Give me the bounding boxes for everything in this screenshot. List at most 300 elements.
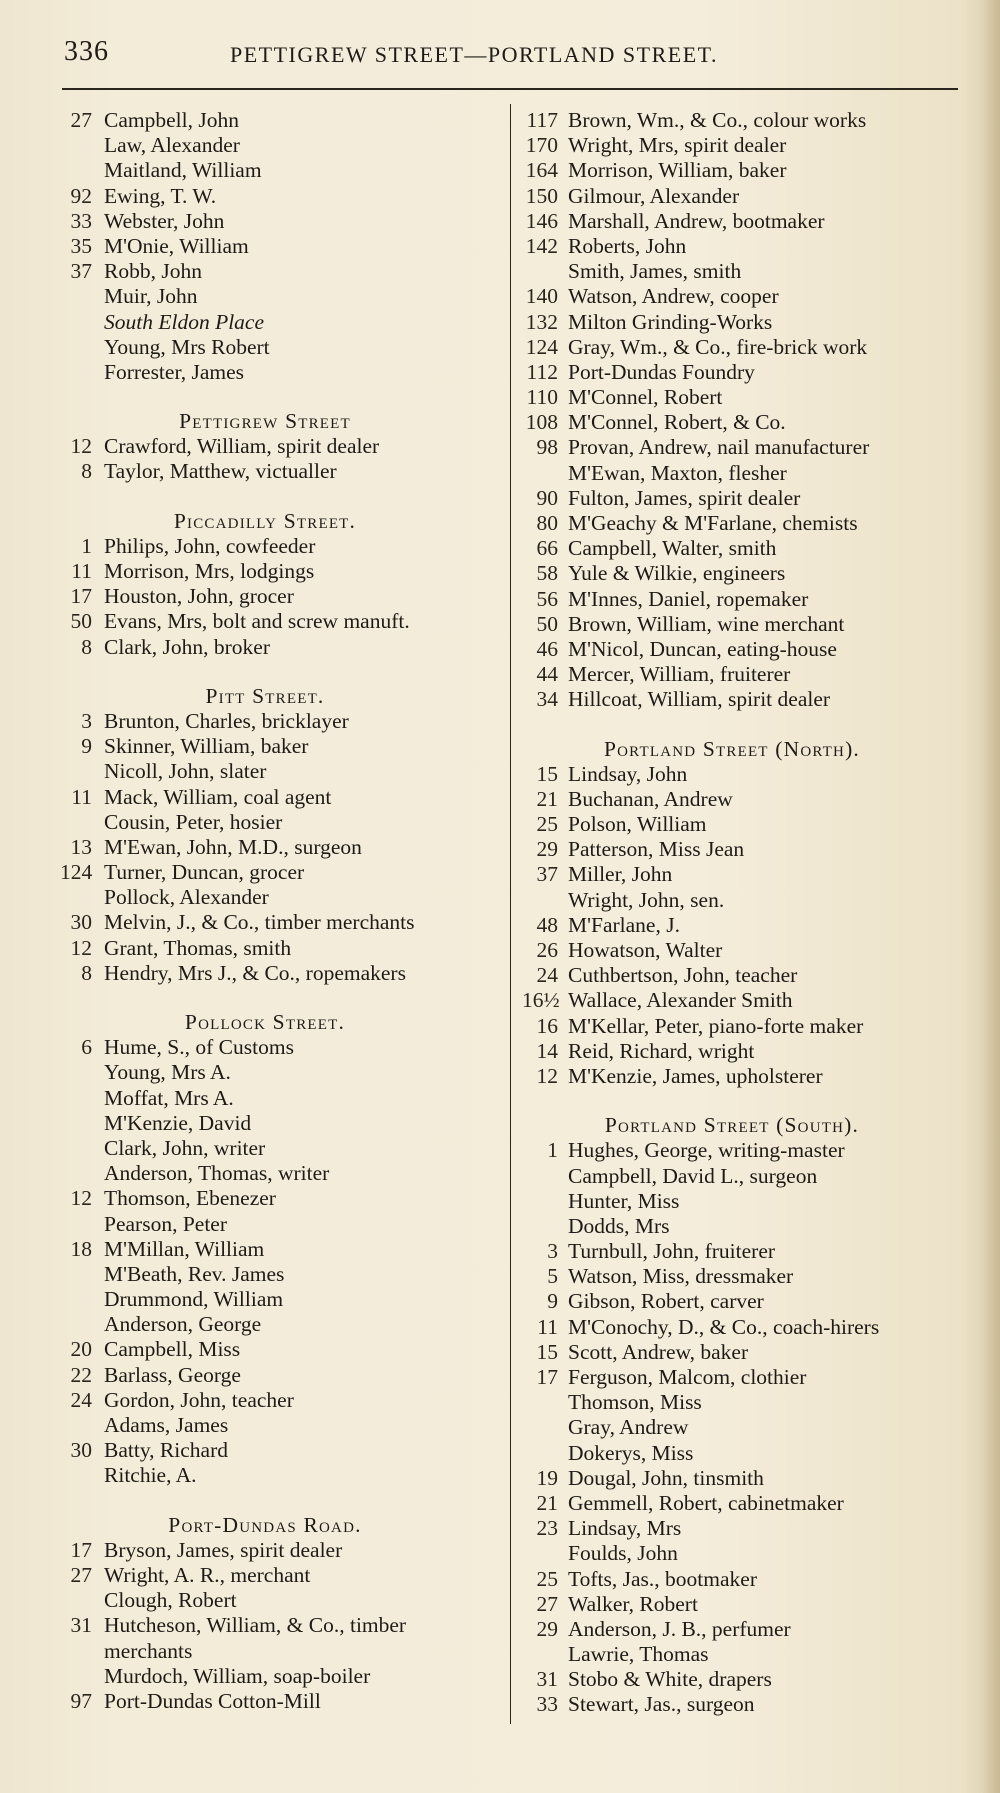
resident-name: Milton Grinding-Works [568, 309, 773, 334]
directory-entry [60, 234, 502, 259]
directory-entry [522, 1491, 972, 1516]
directory-entry [60, 785, 502, 810]
running-title: PETTIGREW STREET—PORTLAND STREET. [230, 42, 718, 67]
resident-name: M'Farlane, J. [568, 912, 680, 937]
resident-name: Law, Alexander [104, 133, 240, 158]
resident-name: M'Kenzie, David [104, 1110, 252, 1135]
directory-entry [60, 1060, 502, 1085]
directory-entry [522, 184, 972, 209]
directory-entry [60, 1237, 502, 1262]
resident-name: Brunton, Charles, bricklayer [104, 708, 349, 733]
resident-name: M'Geachy & M'Farlane, chemists [568, 511, 858, 535]
directory-entry [522, 1340, 972, 1365]
resident-name: M'Connel, Robert [568, 385, 723, 410]
house-number: 46 [536, 636, 558, 661]
directory-entry [522, 310, 972, 335]
house-number: 140 [525, 284, 558, 309]
directory-entry [60, 1136, 502, 1161]
directory-entry [60, 1161, 502, 1186]
street-heading: Piccadilly Street. [173, 508, 357, 533]
street-heading: Pitt Street. [205, 683, 325, 708]
directory-entry [60, 1035, 502, 1060]
directory-entry [60, 910, 502, 935]
directory-entry [60, 284, 502, 309]
resident-name: Muir, John [104, 284, 198, 309]
resident-name: Anderson, Thomas, writer [104, 1161, 330, 1186]
resident-name: Hillcoat, William, spirit dealer [568, 687, 831, 712]
directory-entry [522, 360, 972, 385]
resident-name: Young, Mrs A. [104, 1060, 231, 1085]
resident-name: Moffat, Mrs A. [104, 1085, 234, 1110]
directory-entry [60, 734, 502, 759]
house-number: 31 [536, 1667, 558, 1692]
resident-name: Smith, James, smith [568, 259, 742, 284]
resident-name: M'Kenzie, James, upholsterer [568, 1063, 823, 1088]
resident-name: M'Ewan, Maxton, flesher [568, 460, 787, 485]
resident-name: Webster, John [104, 208, 225, 233]
directory-entry [522, 410, 972, 435]
house-number: 31 [70, 1613, 92, 1638]
house-number: 8 [81, 459, 92, 484]
resident-name: Young, Mrs Robert [104, 334, 270, 359]
directory-entry [522, 862, 972, 887]
resident-name: Scott, Andrew, baker [568, 1339, 749, 1364]
house-number: 14 [536, 1038, 558, 1063]
house-number: 9 [547, 1289, 558, 1314]
directory-entry [60, 434, 502, 459]
resident-name: Wright, John, sen. [568, 887, 725, 912]
house-number: 27 [536, 1591, 558, 1616]
house-number: 12 [70, 935, 92, 960]
resident-name: Murdoch, William, soap-boiler [104, 1663, 371, 1688]
directory-entry [522, 335, 972, 360]
resident-name: Fulton, James, spirit dealer [568, 485, 801, 510]
directory-entry [522, 1164, 972, 1189]
resident-name: Port-Dundas Cotton-Mill [104, 1688, 321, 1713]
house-number: 56 [536, 586, 558, 611]
directory-entry [522, 812, 972, 837]
resident-name: Watson, Miss, dressmaker [568, 1264, 794, 1289]
house-number: 1 [547, 1138, 558, 1163]
house-number: 8 [81, 634, 92, 659]
directory-entry [522, 837, 972, 862]
directory-entry [60, 1664, 502, 1689]
directory-entry [60, 810, 502, 835]
directory-entry [60, 259, 502, 284]
directory-entry [522, 662, 972, 687]
house-number: 30 [70, 1438, 92, 1463]
directory-entry [522, 1214, 972, 1239]
directory-entry [522, 209, 972, 234]
resident-name: Gemmell, Robert, cabinetmaker [568, 1490, 844, 1515]
resident-name: M'Conochy, D., & Co., coach-hirers [568, 1314, 880, 1339]
directory-entry [522, 1642, 972, 1667]
directory-entry [60, 1463, 502, 1488]
directory-entry [522, 1567, 972, 1592]
house-number: 37 [536, 862, 558, 887]
resident-name: Philips, John, cowfeeder [104, 533, 316, 558]
directory-entry [522, 1189, 972, 1214]
directory-entry [522, 108, 972, 133]
directory-entry [60, 133, 502, 158]
house-number: 33 [70, 208, 92, 233]
directory-entry [522, 1039, 972, 1064]
directory-entry [60, 1613, 502, 1638]
directory-entry [60, 1563, 502, 1588]
directory-entry [522, 787, 972, 812]
sub-place-name: South Eldon Place [104, 309, 265, 334]
directory-entry [60, 609, 502, 634]
directory-entry [60, 936, 502, 961]
directory-entry [60, 860, 502, 885]
directory-entry [60, 835, 502, 860]
directory-entry [522, 234, 972, 259]
resident-name: Drummond, William [104, 1287, 284, 1312]
directory-entry [60, 1086, 502, 1111]
house-number: 33 [536, 1692, 558, 1717]
house-number: 142 [525, 233, 558, 258]
resident-name: Gray, Andrew [568, 1415, 689, 1440]
directory-entry [60, 1639, 502, 1664]
directory-entry [60, 1689, 502, 1714]
directory-entry [60, 759, 502, 784]
resident-name: M'Millan, William [104, 1236, 265, 1261]
directory-entry [522, 1592, 972, 1617]
resident-name: Wright, A. R., merchant [104, 1562, 311, 1587]
house-number: 24 [70, 1387, 92, 1412]
right-column [522, 108, 972, 1718]
resident-name: merchants [104, 1638, 193, 1663]
house-number: 21 [536, 1490, 558, 1515]
house-number: 34 [536, 687, 558, 712]
resident-name: Ritchie, A. [104, 1463, 197, 1488]
house-number: 12 [536, 1063, 558, 1088]
resident-name: Hunter, Miss [568, 1188, 680, 1213]
directory-entry [522, 963, 972, 988]
directory-entry [522, 1617, 972, 1642]
directory-entry [60, 1212, 502, 1237]
directory-entry [522, 561, 972, 586]
house-number: 24 [536, 963, 558, 988]
resident-name: Hume, S., of Customs [104, 1035, 294, 1060]
directory-entry [60, 1538, 502, 1563]
resident-name: Wright, Mrs, spirit dealer [568, 133, 787, 158]
house-number: 50 [536, 611, 558, 636]
resident-name: Anderson, George [104, 1312, 262, 1337]
house-number: 15 [536, 1339, 558, 1364]
resident-name: Roberts, John [568, 233, 687, 258]
resident-name: Gordon, John, teacher [104, 1387, 294, 1412]
house-number: 17 [70, 584, 92, 609]
resident-name: M'Onie, William [104, 233, 249, 258]
house-number: 37 [70, 259, 92, 284]
directory-entry [60, 1262, 502, 1287]
resident-name: Gilmour, Alexander [568, 183, 740, 208]
directory-entry [60, 534, 502, 559]
directory-entry [522, 435, 972, 460]
house-number: 25 [536, 1566, 558, 1591]
house-number: 27 [70, 108, 92, 132]
resident-name: Brown, Wm., & Co., colour works [568, 108, 867, 132]
house-number: 150 [525, 183, 558, 208]
resident-name: M'Beath, Rev. James [104, 1261, 285, 1286]
resident-name: Taylor, Matthew, victualler [104, 459, 337, 484]
house-number: 25 [536, 812, 558, 837]
resident-name: Thomson, Ebenezer [104, 1186, 276, 1211]
resident-name: Miller, John [568, 862, 673, 887]
directory-entry [522, 511, 972, 536]
street-heading: Portland Street (North). [603, 736, 861, 761]
house-number: 21 [536, 786, 558, 811]
house-number: 6 [81, 1035, 92, 1060]
resident-name: Polson, William [568, 812, 707, 837]
directory-entry [60, 1413, 502, 1438]
directory-entry [60, 559, 502, 584]
house-number: 9 [81, 734, 92, 759]
resident-name: Thomson, Miss [568, 1390, 702, 1415]
resident-name: Hendry, Mrs J., & Co., ropemakers [104, 960, 406, 985]
street-heading: Port-Dundas Road. [168, 1512, 362, 1537]
house-number: 22 [70, 1362, 92, 1387]
directory-entry [60, 360, 502, 385]
resident-name: Port-Dundas Foundry [568, 359, 755, 384]
left-column [60, 108, 502, 1714]
house-number: 5 [547, 1264, 558, 1289]
resident-name: Wallace, Alexander Smith [568, 988, 793, 1013]
directory-entry [522, 133, 972, 158]
resident-name: Cuthbertson, John, teacher [568, 963, 798, 988]
resident-name: Skinner, William, baker [104, 734, 309, 759]
directory-entry [522, 913, 972, 938]
resident-name: Gray, Wm., & Co., fire-brick work [568, 334, 868, 359]
resident-name: Maitland, William [104, 158, 262, 183]
resident-name: Yule & Wilkie, engineers [568, 561, 786, 586]
house-number: 17 [70, 1537, 92, 1562]
resident-name: Campbell, John [104, 108, 239, 132]
street-heading: Pollock Street. [184, 1010, 346, 1034]
resident-name: Ferguson, Malcom, clothier [568, 1365, 807, 1389]
directory-entry [522, 687, 972, 712]
directory-entry [522, 385, 972, 410]
resident-name: Lawrie, Thomas [568, 1642, 709, 1667]
resident-name: Mercer, William, fruiterer [568, 662, 791, 687]
house-number: 12 [70, 434, 92, 459]
house-number: 15 [536, 761, 558, 786]
column-divider [510, 104, 511, 1724]
resident-name: Lindsay, Mrs [568, 1516, 682, 1541]
resident-name: Gibson, Robert, carver [568, 1289, 764, 1314]
directory-entry [522, 1415, 972, 1440]
house-number: 66 [536, 536, 558, 561]
directory-entry [522, 1692, 972, 1717]
directory-entry [522, 1466, 972, 1491]
house-number: 90 [536, 485, 558, 510]
resident-name: Tofts, Jas., bootmaker [568, 1566, 757, 1591]
resident-name: Patterson, Miss Jean [568, 837, 745, 862]
directory-entry [522, 259, 972, 284]
resident-name: Houston, John, grocer [104, 584, 294, 609]
resident-name: Dodds, Mrs [568, 1213, 670, 1238]
directory-entry [522, 1138, 972, 1163]
resident-name: Watson, Andrew, cooper [568, 284, 779, 309]
resident-name: Campbell, Walter, smith [568, 536, 777, 561]
resident-name: Hutcheson, William, & Co., timber [104, 1613, 407, 1638]
resident-name: Anderson, J. B., perfumer [568, 1616, 791, 1641]
directory-entry [60, 1588, 502, 1613]
resident-name: Foulds, John [568, 1541, 678, 1566]
directory-entry [60, 635, 502, 660]
directory-entry [60, 1186, 502, 1211]
resident-name: Barlass, George [104, 1362, 241, 1387]
resident-name: Morrison, Mrs, lodgings [104, 559, 315, 583]
house-number: 124 [525, 334, 558, 359]
directory-entry [60, 1438, 502, 1463]
resident-name: Crawford, William, spirit dealer [104, 434, 380, 459]
directory-entry [522, 587, 972, 612]
house-number: 29 [536, 1616, 558, 1641]
sub-place-line [60, 310, 502, 335]
house-number: 27 [70, 1562, 92, 1587]
directory-entry [60, 1287, 502, 1312]
house-number: 35 [70, 233, 92, 258]
directory-entry [522, 888, 972, 913]
directory-entry [522, 988, 972, 1013]
directory-entry [522, 1516, 972, 1541]
house-number: 19 [536, 1465, 558, 1490]
resident-name: M'Nicol, Duncan, eating-house [568, 636, 837, 661]
resident-name: Dougal, John, tinsmith [568, 1465, 764, 1490]
resident-name: M'Ewan, John, M.D., surgeon [104, 834, 362, 859]
resident-name: Bryson, James, spirit dealer [104, 1537, 343, 1562]
house-number: 8 [81, 960, 92, 985]
resident-name: Howatson, Walter [568, 938, 723, 962]
house-number: 110 [526, 385, 558, 410]
resident-name: M'Connel, Robert, & Co. [568, 410, 786, 435]
page-number: 336 [64, 36, 109, 67]
resident-name: Forrester, James [104, 359, 245, 384]
house-number: 18 [70, 1236, 92, 1261]
house-number: 13 [70, 834, 92, 859]
directory-entry [522, 637, 972, 662]
resident-name: Melvin, J., & Co., timber merchants [104, 910, 415, 935]
directory-entry [522, 1365, 972, 1390]
directory-entry [522, 461, 972, 486]
directory-entry [522, 1390, 972, 1415]
house-number: 132 [525, 309, 558, 334]
directory-entry [522, 536, 972, 561]
resident-name: Adams, James [104, 1413, 229, 1437]
resident-name: Ewing, T. W. [104, 183, 217, 208]
house-number: 23 [536, 1516, 558, 1541]
directory-entry [60, 961, 502, 986]
resident-name: Hughes, George, writing-master [568, 1138, 845, 1163]
directory-entry [522, 1315, 972, 1340]
house-number: 48 [536, 912, 558, 937]
resident-name: Pearson, Peter [104, 1211, 227, 1236]
resident-name: Provan, Andrew, nail manufacturer [568, 435, 870, 460]
directory-entry [60, 459, 502, 484]
resident-name: Clough, Robert [104, 1588, 237, 1613]
directory-entry [522, 1441, 972, 1466]
house-number: 97 [70, 1688, 92, 1713]
house-number: 30 [70, 910, 92, 935]
resident-name: Clark, John, writer [104, 1135, 266, 1160]
resident-name: Turnbull, John, fruiterer [568, 1239, 776, 1264]
header-rule [62, 88, 958, 90]
directory-entry [60, 1337, 502, 1362]
resident-name: Turner, Duncan, grocer [104, 860, 305, 885]
house-number: 58 [536, 561, 558, 586]
resident-name: Nicoll, John, slater [104, 759, 267, 784]
street-heading: Portland Street (South). [604, 1113, 860, 1138]
resident-name: Cousin, Peter, hosier [104, 809, 283, 834]
directory-entry [60, 1111, 502, 1136]
house-number: 112 [526, 359, 558, 384]
directory-entry [60, 1312, 502, 1337]
directory-entry [60, 1388, 502, 1413]
directory-entry [522, 1289, 972, 1314]
resident-name: Evans, Mrs, bolt and screw manuft. [104, 609, 410, 634]
directory-entry [60, 158, 502, 183]
house-number: 50 [70, 609, 92, 634]
house-number: 12 [70, 1186, 92, 1211]
directory-entry [60, 1363, 502, 1388]
resident-name: Brown, William, wine merchant [568, 611, 845, 636]
directory-entry [60, 184, 502, 209]
resident-name: Reid, Richard, wright [568, 1038, 755, 1063]
page-edge-shadow [982, 0, 1000, 1793]
directory-entry [522, 1264, 972, 1289]
house-number: 124 [60, 860, 93, 885]
directory-entry [60, 108, 502, 133]
resident-name: Dokerys, Miss [568, 1440, 694, 1465]
resident-name: Morrison, William, baker [568, 158, 787, 183]
house-number: 3 [547, 1239, 558, 1264]
directory-entry [522, 1541, 972, 1566]
directory-entry [522, 284, 972, 309]
house-number: 26 [536, 938, 558, 962]
house-number: 92 [70, 183, 92, 208]
resident-name: Buchanan, Andrew [568, 786, 733, 811]
resident-name: Marshall, Andrew, bootmaker [568, 208, 825, 233]
house-number: 11 [71, 559, 92, 583]
house-number: 16½ [522, 988, 560, 1013]
house-number: 11 [537, 1314, 558, 1339]
resident-name: Stobo & White, drapers [568, 1667, 772, 1692]
directory-entry [522, 938, 972, 963]
resident-name: Stewart, Jas., surgeon [568, 1692, 755, 1717]
directory-entry [522, 1014, 972, 1039]
house-number: 117 [526, 108, 558, 132]
resident-name: Walker, Robert [568, 1591, 698, 1616]
house-number: 3 [81, 708, 92, 733]
resident-name: Pollock, Alexander [104, 885, 269, 910]
directory-entry [60, 335, 502, 360]
house-number: 80 [536, 511, 558, 535]
resident-name: Batty, Richard [104, 1438, 228, 1463]
resident-name: M'Kellar, Peter, piano-forte maker [568, 1013, 864, 1038]
house-number: 29 [536, 837, 558, 862]
directory-entry [60, 209, 502, 234]
directory-entry [522, 158, 972, 183]
directory-entry [60, 709, 502, 734]
house-number: 20 [70, 1337, 92, 1362]
house-number: 17 [536, 1365, 558, 1389]
house-number: 11 [71, 784, 92, 809]
house-number: 108 [525, 410, 558, 435]
resident-name: Campbell, David L., surgeon [568, 1163, 818, 1188]
resident-name: Clark, John, broker [104, 634, 270, 659]
